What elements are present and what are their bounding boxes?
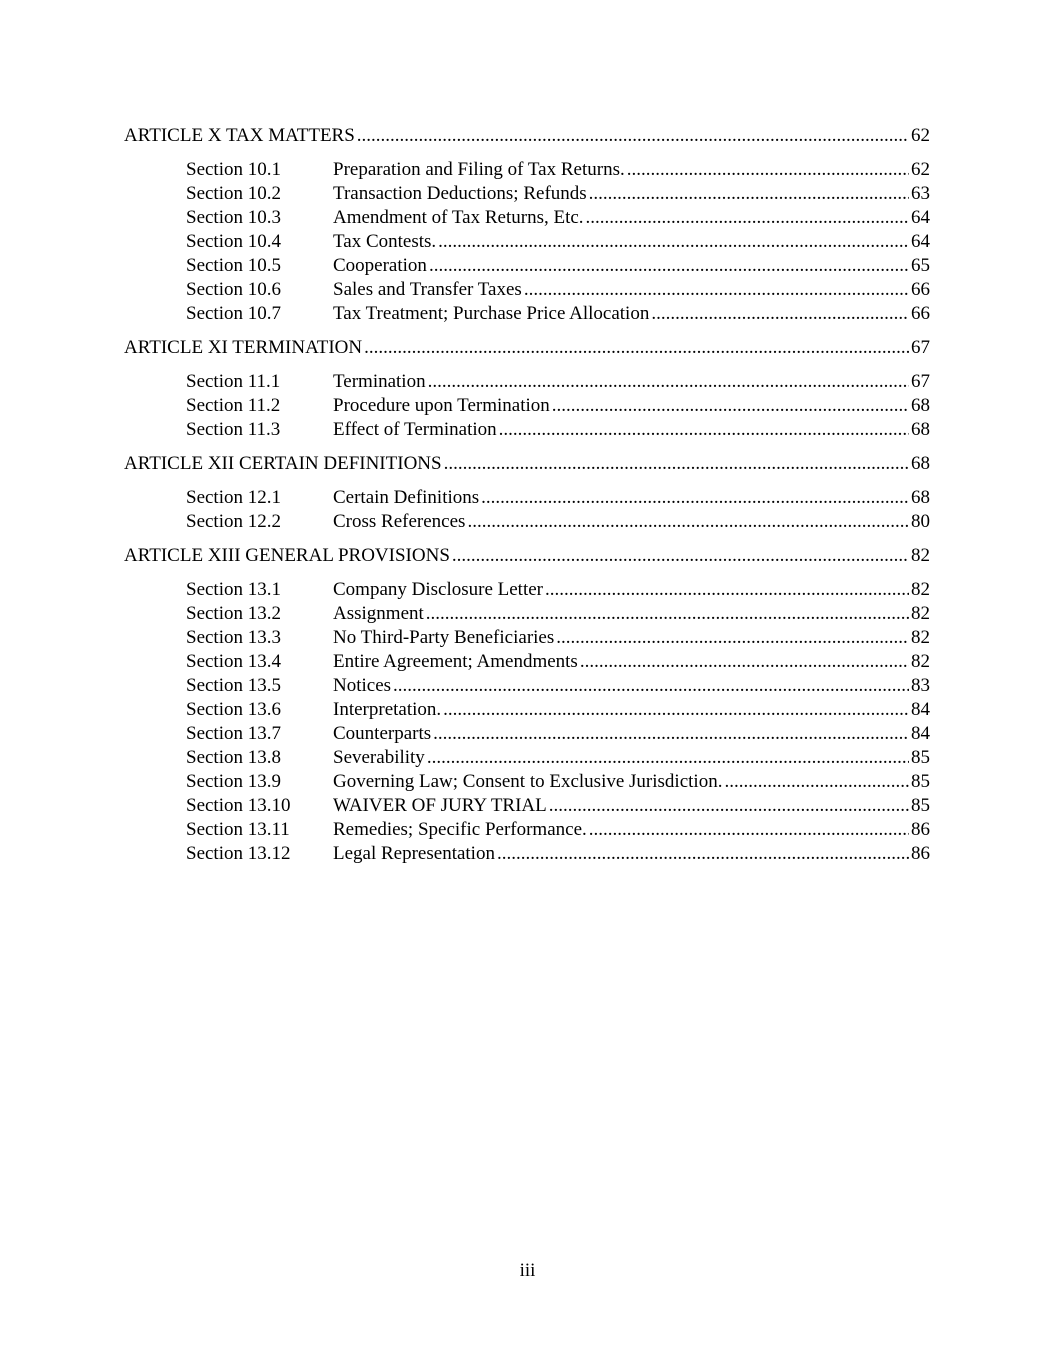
toc-section-entry[interactable]	[124, 794, 930, 818]
section-title: Cooperation	[333, 255, 427, 276]
section-page-number: 82	[911, 627, 930, 648]
section-page-number: 85	[911, 747, 930, 768]
toc-section-entry[interactable]	[124, 650, 930, 674]
section-number: Section 10.1	[186, 159, 281, 180]
section-number: Section 10.6	[186, 279, 281, 300]
section-title: Remedies; Specific Performance.	[333, 819, 587, 840]
section-page-number: 66	[911, 303, 930, 324]
toc-article-entry[interactable]	[124, 544, 930, 568]
dot-leader	[589, 818, 909, 842]
section-page-number: 65	[911, 255, 930, 276]
toc-article-block	[124, 124, 930, 326]
section-number: Section 13.3	[186, 627, 281, 648]
section-number: Section 10.5	[186, 255, 281, 276]
toc-section-entry[interactable]	[124, 818, 930, 842]
section-number: Section 11.1	[186, 371, 281, 392]
section-number: Section 13.4	[186, 651, 281, 672]
toc-article-entry[interactable]	[124, 336, 930, 360]
toc-section-entry[interactable]	[124, 418, 930, 442]
section-number: Section 13.1	[186, 579, 281, 600]
dot-leader	[428, 370, 909, 394]
article-title: ARTICLE XIII GENERAL PROVISIONS	[124, 545, 450, 566]
toc-section-entry[interactable]	[124, 842, 930, 866]
section-title: No Third-Party Beneficiaries	[333, 627, 555, 648]
toc-section-entry[interactable]	[124, 158, 930, 182]
article-page-number: 67	[911, 337, 930, 358]
section-number: Section 11.3	[186, 419, 281, 440]
section-title: Tax Contests.	[333, 231, 437, 252]
section-page-number: 68	[911, 419, 930, 440]
toc-section-entry[interactable]	[124, 674, 930, 698]
section-number: Section 13.7	[186, 723, 281, 744]
section-title: Legal Representation	[333, 843, 495, 864]
section-number: Section 11.2	[186, 395, 281, 416]
toc-section-entry[interactable]	[124, 230, 930, 254]
dot-leader	[393, 674, 909, 698]
section-number: Section 12.1	[186, 487, 281, 508]
dot-leader	[452, 544, 909, 568]
section-page-number: 82	[911, 579, 930, 600]
section-page-number: 64	[911, 231, 930, 252]
section-number: Section 13.8	[186, 747, 281, 768]
section-title: Counterparts	[333, 723, 432, 744]
section-page-number: 82	[911, 603, 930, 624]
toc-section-entry[interactable]	[124, 278, 930, 302]
toc-section-entry[interactable]	[124, 722, 930, 746]
section-page-number: 68	[911, 487, 930, 508]
dot-leader	[444, 452, 909, 476]
section-title: Entire Agreement; Amendments	[333, 651, 578, 672]
section-page-number: 86	[911, 819, 930, 840]
table-of-contents	[124, 124, 930, 866]
dot-leader	[357, 124, 909, 148]
toc-section-entry[interactable]	[124, 486, 930, 510]
toc-section-entry[interactable]	[124, 394, 930, 418]
section-title: Procedure upon Termination	[333, 395, 550, 416]
dot-leader	[427, 746, 909, 770]
section-title: Company Disclosure Letter	[333, 579, 544, 600]
dot-leader	[433, 722, 909, 746]
page-number: iii	[519, 1260, 536, 1281]
toc-article-block	[124, 544, 930, 866]
dot-leader	[651, 302, 909, 326]
dot-leader	[556, 626, 909, 650]
section-page-number: 84	[911, 723, 930, 744]
section-title: Cross References	[333, 511, 466, 532]
section-number: Section 10.3	[186, 207, 281, 228]
section-title: Interpretation.	[333, 699, 442, 720]
section-page-number: 63	[911, 183, 930, 204]
article-title: ARTICLE XII CERTAIN DEFINITIONS	[124, 453, 442, 474]
article-title: ARTICLE XI TERMINATION	[124, 337, 363, 358]
dot-leader	[481, 486, 909, 510]
dot-leader	[443, 698, 909, 722]
toc-section-entry[interactable]	[124, 206, 930, 230]
article-page-number: 62	[911, 125, 930, 146]
toc-section-entry[interactable]	[124, 770, 930, 794]
dot-leader	[497, 842, 909, 866]
section-page-number: 85	[911, 795, 930, 816]
section-page-number: 85	[911, 771, 930, 792]
section-title: Tax Treatment; Purchase Price Allocation	[333, 303, 650, 324]
dot-leader	[627, 158, 909, 182]
section-page-number: 62	[911, 159, 930, 180]
section-page-number: 68	[911, 395, 930, 416]
dot-leader	[467, 510, 909, 534]
section-title: Preparation and Filing of Tax Returns.	[333, 159, 625, 180]
section-number: Section 12.2	[186, 511, 281, 532]
article-page-number: 82	[911, 545, 930, 566]
dot-leader	[589, 182, 909, 206]
toc-section-entry[interactable]	[124, 370, 930, 394]
dot-leader	[364, 336, 909, 360]
toc-article-block	[124, 336, 930, 442]
toc-article-entry[interactable]	[124, 124, 930, 148]
section-title: Transaction Deductions; Refunds	[333, 183, 587, 204]
dot-leader	[438, 230, 909, 254]
section-page-number: 86	[911, 843, 930, 864]
toc-section-entry[interactable]	[124, 578, 930, 602]
section-page-number: 66	[911, 279, 930, 300]
toc-section-entry[interactable]	[124, 626, 930, 650]
article-title: ARTICLE X TAX MATTERS	[124, 125, 355, 146]
dot-leader	[580, 650, 909, 674]
dot-leader	[549, 794, 909, 818]
section-number: Section 13.12	[186, 843, 291, 864]
section-title: Severability	[333, 747, 425, 768]
section-title: WAIVER OF JURY TRIAL	[333, 795, 547, 816]
section-number: Section 13.2	[186, 603, 281, 624]
section-title: Notices	[333, 675, 392, 696]
toc-article-block	[124, 452, 930, 534]
dot-leader	[545, 578, 909, 602]
section-number: Section 10.4	[186, 231, 281, 252]
toc-section-entry[interactable]	[124, 254, 930, 278]
section-page-number: 64	[911, 207, 930, 228]
dot-leader	[724, 770, 909, 794]
toc-section-entry[interactable]	[124, 698, 930, 722]
section-number: Section 13.11	[186, 819, 290, 840]
section-number: Section 13.5	[186, 675, 281, 696]
dot-leader	[499, 418, 909, 442]
section-page-number: 83	[911, 675, 930, 696]
section-page-number: 84	[911, 699, 930, 720]
section-title: Effect of Termination	[333, 419, 497, 440]
article-page-number: 68	[911, 453, 930, 474]
section-title: Sales and Transfer Taxes	[333, 279, 522, 300]
dot-leader	[524, 278, 909, 302]
section-number: Section 13.6	[186, 699, 281, 720]
section-title: Termination	[333, 371, 426, 392]
section-number: Section 13.10	[186, 795, 291, 816]
toc-article-entry[interactable]	[124, 452, 930, 476]
section-number: Section 10.7	[186, 303, 281, 324]
toc-section-entry[interactable]	[124, 510, 930, 534]
toc-section-entry[interactable]	[124, 746, 930, 770]
toc-section-entry[interactable]	[124, 602, 930, 626]
section-title: Certain Definitions	[333, 487, 480, 508]
section-title: Amendment of Tax Returns, Etc.	[333, 207, 584, 228]
dot-leader	[552, 394, 909, 418]
section-number: Section 13.9	[186, 771, 281, 792]
dot-leader	[426, 602, 909, 626]
section-page-number: 67	[911, 371, 930, 392]
section-page-number: 80	[911, 511, 930, 532]
toc-section-entry[interactable]	[124, 182, 930, 206]
section-number: Section 10.2	[186, 183, 281, 204]
dot-leader	[429, 254, 909, 278]
section-page-number: 82	[911, 651, 930, 672]
section-title: Assignment	[333, 603, 424, 624]
section-title: Governing Law; Consent to Exclusive Jurisdiction.	[333, 771, 723, 792]
toc-section-entry[interactable]	[124, 302, 930, 326]
dot-leader	[586, 206, 909, 230]
